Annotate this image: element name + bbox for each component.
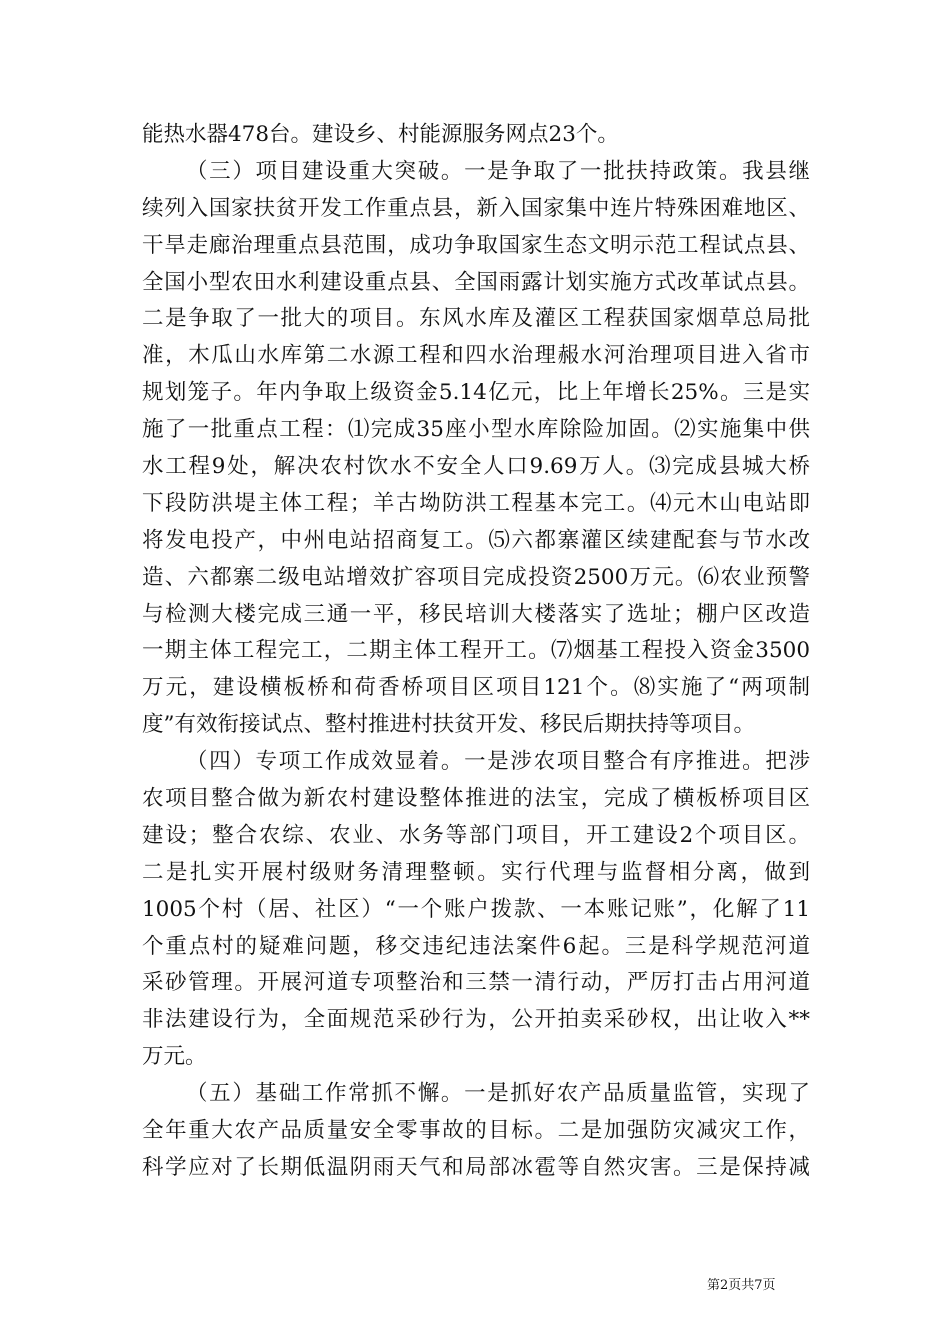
text-line: 将发电投产，中州电站招商复工。⑸六都寨灌区续建配套与节水改: [142, 527, 810, 553]
text-line: 建设；整合农综、农业、水务等部门项目，开工建设2个项目区。: [142, 822, 810, 848]
text-line: 能热水器478台。建设乡、村能源服务网点23个。: [142, 122, 619, 147]
text-line: 科学应对了长期低温阴雨天气和局部冰雹等自然灾害。三是保持减: [142, 1154, 810, 1180]
text-line: 下段防洪堤主体工程；羊古坳防洪工程基本完工。⑷元木山电站即: [142, 490, 810, 516]
paragraph-first-line: （三）项目建设重大突破。一是争取了一批扶持政策。我县继: [186, 158, 810, 184]
text-line: 二是扎实开展村级财务清理整顿。实行代理与监督相分离，做到: [142, 859, 810, 885]
document-body: [142, 117, 810, 1187]
text-line: 全国小型农田水利建设重点县、全国雨露计划实施方式改革试点县。: [142, 269, 810, 295]
text-line: 个重点村的疑难问题，移交违纪违法案件6起。三是科学规范河道: [142, 933, 810, 959]
text-line: 非法建设行为，全面规范采砂行为，公开拍卖采砂权，出让收入**: [142, 1007, 810, 1033]
text-line: 1005个村（居、社区）“一个账户拨款、一本账记账”，化解了11: [142, 896, 810, 922]
text-line: 全年重大农产品质量安全零事故的目标。二是加强防灾减灾工作，: [142, 1118, 810, 1144]
text-line: 准，木瓜山水库第二水源工程和四水治理赧水河治理项目进入省市: [142, 343, 810, 369]
text-line: 万元，建设横板桥和荷香桥项目区项目121个。⑻实施了“两项制: [142, 675, 810, 701]
text-line: 采砂管理。开展河道专项整治和三禁一清行动，严厉打击占用河道: [142, 970, 810, 996]
page-number-footer: 第2页共7页: [707, 1278, 776, 1293]
text-line: 造、六都寨二级电站增效扩容项目完成投资2500万元。⑹农业预警: [142, 564, 810, 590]
text-line: 水工程9处，解决农村饮水不安全人口9.69万人。⑶完成县城大桥: [142, 454, 810, 480]
text-line: 规划笼子。年内争取上级资金5.14亿元，比上年增长25%。三是实: [142, 380, 810, 406]
text-line: 一期主体工程完工，二期主体工程开工。⑺烟基工程投入资金3500: [142, 638, 810, 664]
text-line: 施了一批重点工程：⑴完成35座小型水库除险加固。⑵实施集中供: [142, 417, 810, 443]
text-line: 农项目整合做为新农村建设整体推进的法宝，完成了横板桥项目区: [142, 786, 810, 812]
text-line: 与检测大楼完成三通一平，移民培训大楼落实了选址；棚户区改造: [142, 601, 810, 627]
paragraph-first-line: （四）专项工作成效显着。一是涉农项目整合有序推进。把涉: [186, 749, 810, 775]
text-line: 万元。: [142, 1044, 207, 1070]
text-line: 二是争取了一批大的项目。东风水库及灌区工程获国家烟草总局批: [142, 306, 810, 332]
paragraph-first-line: （五）基础工作常抓不懈。一是抓好农产品质量监管，实现了: [186, 1081, 810, 1107]
text-line: 度”有效衔接试点、整村推进村扶贫开发、移民后期扶持等项目。: [142, 712, 755, 738]
text-line: 干旱走廊治理重点县范围，成功争取国家生态文明示范工程试点县、: [142, 232, 810, 258]
text-line: 续列入国家扶贫开发工作重点县，新入国家集中连片特殊困难地区、: [142, 195, 810, 221]
